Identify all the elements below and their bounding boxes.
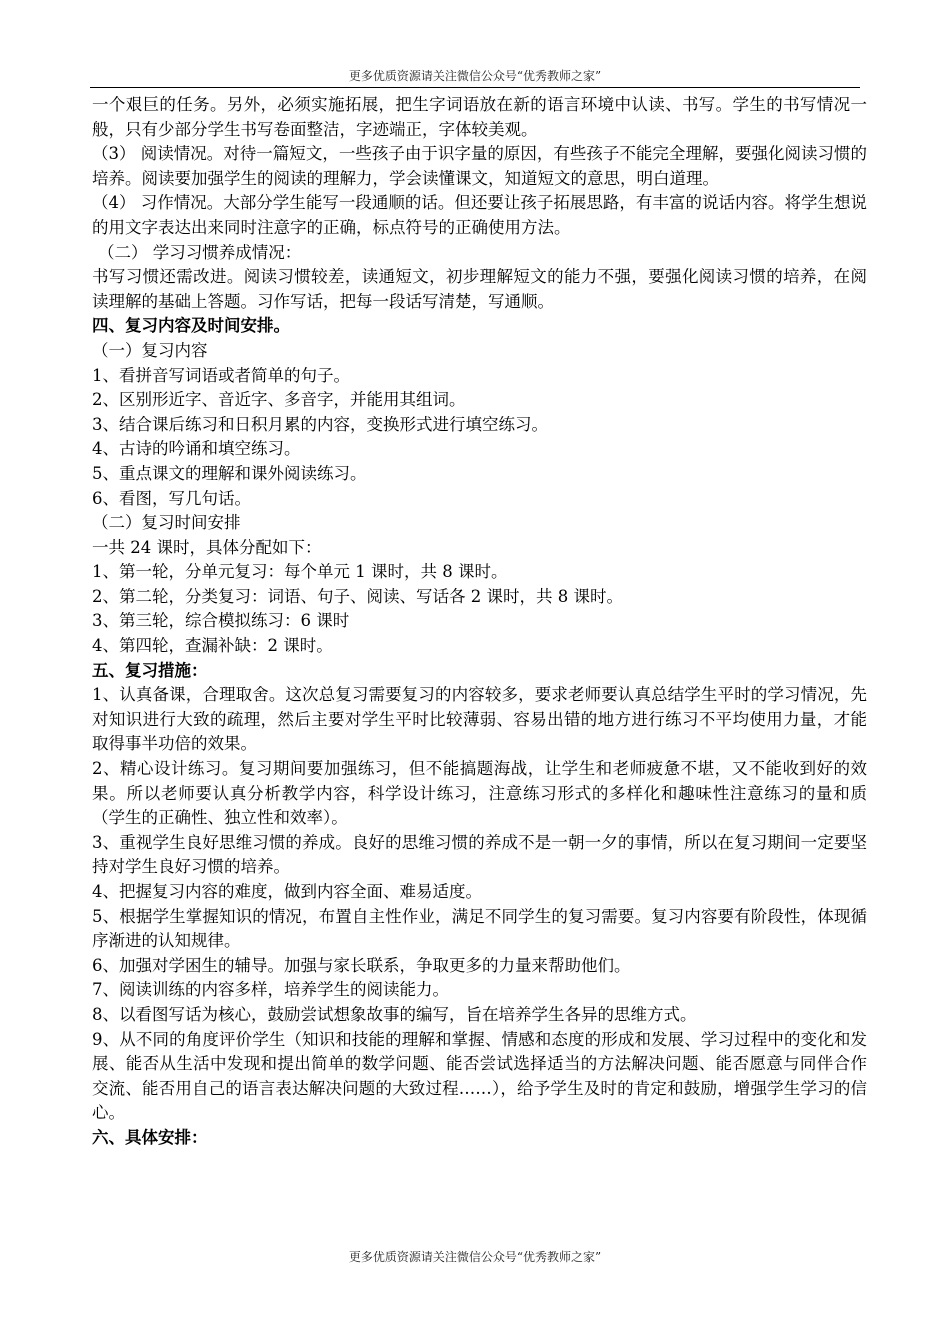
- measure-item: 2、精心设计练习。复习期间要加强练习，但不能搞题海战，让学生和老师疲惫不堪，又不能收到好的效果。所以老师要认真分析教学内容，科学设计练习，注意练习形式的多样化和趣味性注意练习的量和质（学生的正确性、独立性和效率）。: [92, 759, 867, 828]
- schedule-item: 3、第三轮，综合模拟练习：6 课时: [92, 611, 350, 631]
- measure-item: 1、认真备课，合理取舍。这次总复习需要复习的内容较多，要求老师要认真总结学生平时的学习情况，先对知识进行大致的疏理，然后主要对学生平时比较薄弱、容易出错的地方进行练习不平均使用力量，才能取得事半功倍的效果。: [92, 685, 867, 754]
- header-divider: [90, 87, 860, 88]
- review-item: 5、重点课文的理解和课外阅读练习。: [92, 463, 367, 483]
- review-content-title: （一）复习内容: [92, 340, 208, 360]
- section-4-heading: 四、复习内容及时间安排。: [92, 316, 290, 336]
- section-6-heading: 六、具体安排：: [92, 1127, 208, 1147]
- review-item: 6、看图，写几句话。: [92, 488, 251, 508]
- review-item: 4、古诗的吟诵和填空练习。: [92, 439, 301, 459]
- section-5-heading: 五、复习措施：: [92, 660, 208, 680]
- schedule-title: （二）复习时间安排: [92, 513, 241, 533]
- document-body: [92, 93, 867, 1151]
- measure-item: 9、从不同的角度评价学生（知识和技能的理解和掌握、情感和态度的形成和发展、学习过程中的变化和发展、能否从生活中发现和提出简单的数学问题、能否尝试选择适当的方法解决问题、能否愿意与同伴合作交流、能否用自己的语言表达解决问题的大致过程……），给予学生及时的肯定和鼓励，增强学生学习的信心。: [92, 1029, 867, 1123]
- habits-title: （二） 学习习惯养成情况：: [98, 242, 302, 262]
- reading-paragraph: （3） 阅读情况。对待一篇短文，一些孩子由于识字量的原因，有些孩子不能完全理解，要强化阅读习惯的培养。阅读要加强学生的阅读的理解力，学会读懂课文，知道短文的意思，明白道理。: [92, 144, 867, 188]
- review-item: 1、看拼音写词语或者简单的句子。: [92, 365, 350, 385]
- measure-item: 8、以看图写话为核心，鼓励尝试想象故事的编写，旨在培养学生各异的思维方式。: [92, 1004, 697, 1024]
- schedule-item: 1、第一轮，分单元复习：每个单元 1 课时，共 8 课时。: [92, 562, 508, 582]
- schedule-intro: 一共 24 课时，具体分配如下：: [92, 537, 322, 557]
- habits-paragraph: 书写习惯还需改进。阅读习惯较差，读通短文，初步理解短文的能力不强，要强化阅读习惯的培养，在阅读理解的基础上答题。习作写话，把每一段话写清楚，写通顺。: [92, 267, 867, 311]
- schedule-item: 2、第二轮，分类复习：词语、句子、阅读、写话各 2 课时，共 8 课时。: [92, 586, 623, 606]
- measure-item: 7、阅读训练的内容多样，培养学生的阅读能力。: [92, 980, 449, 1000]
- measure-item: 4、把握复习内容的难度，做到内容全面、难易适度。: [92, 882, 482, 901]
- page-header: 更多优质资源请关注微信公众号“优秀教师之家”: [348, 69, 602, 83]
- review-item: 2、区别形近字、音近字、多音字，并能用其组词。: [92, 390, 466, 410]
- measure-item: 3、重视学生良好思维习惯的养成。良好的思维习惯的养成不是一朝一夕的事情，所以在复习期间一定要坚持对学生良好习惯的培养。: [92, 832, 867, 877]
- writing-paragraph: （4） 习作情况。大部分学生能写一段通顺的话。但还要让孩子拓展思路，有丰富的说话内容。将学生想说的用文字表达出来同时注意字的正确，标点符号的正确使用方法。: [92, 193, 867, 237]
- intro-paragraph: 一个艰巨的任务。另外，必须实施拓展，把生字词语放在新的语言环境中认读、书写。学生的书写情况一般，只有少部分学生书写卷面整洁，字迹端正，字体较美观。: [92, 95, 867, 139]
- measure-item: 5、根据学生掌握知识的情况，布置自主性作业，满足不同学生的复习需要。复习内容要有阶段性，体现循序渐进的认知规律。: [92, 906, 867, 951]
- measure-item: 6、加强对学困生的辅导。加强与家长联系，争取更多的力量来帮助他们。: [92, 955, 631, 975]
- review-item: 3、结合课后练习和日积月累的内容，变换形式进行填空练习。: [92, 414, 548, 434]
- schedule-item: 4、第四轮，查漏补缺：2 课时。: [92, 636, 333, 656]
- page-footer: 更多优质资源请关注微信公众号“优秀教师之家”: [348, 1250, 602, 1264]
